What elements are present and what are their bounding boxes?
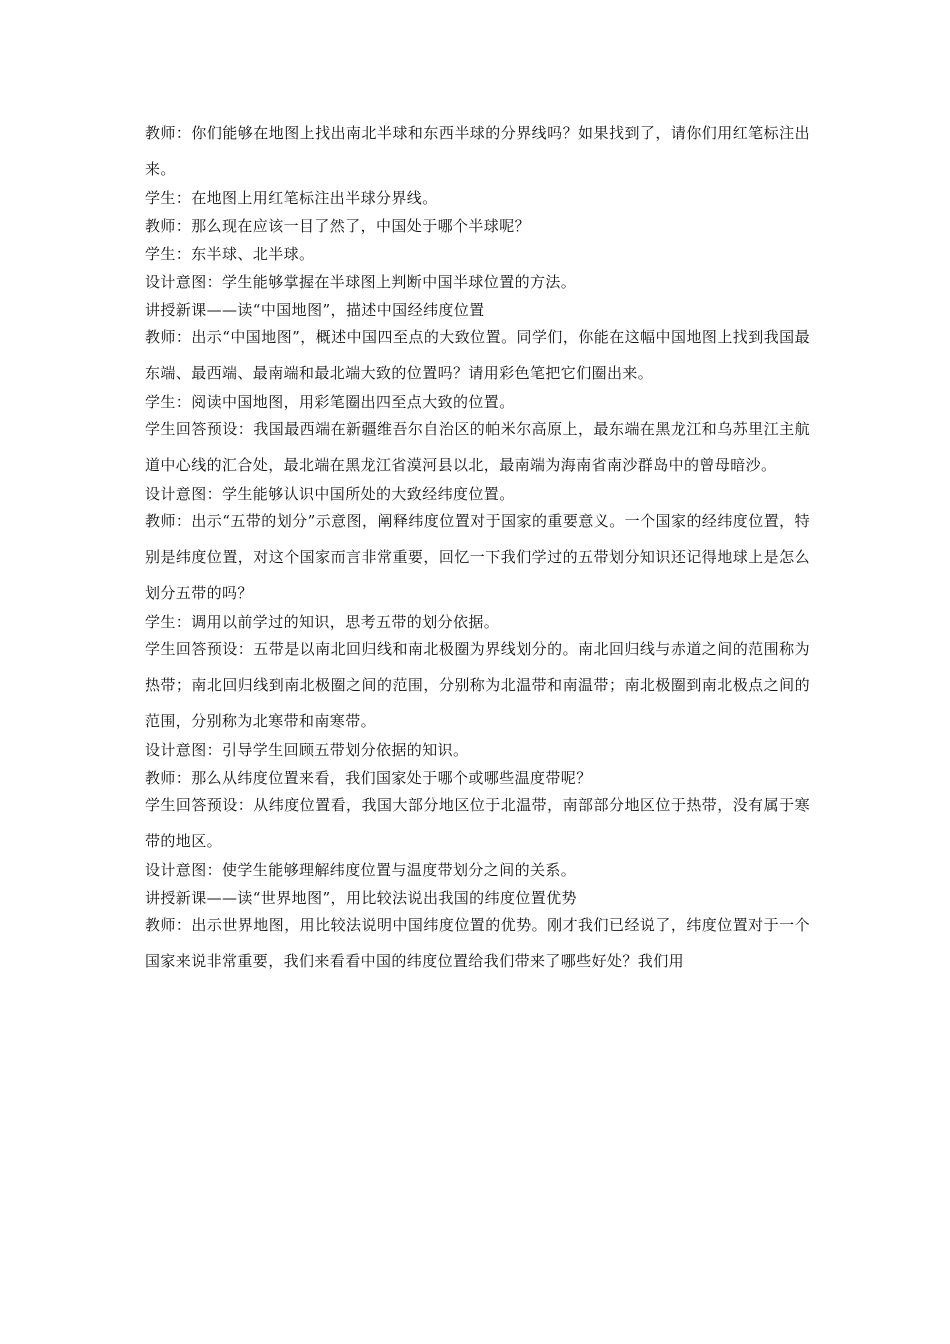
paragraph-design-intent: 设计意图：引导学生回顾五带划分依据的知识。 bbox=[145, 741, 469, 759]
paragraph-teacher-question: 教师：那么从纬度位置来看，我们国家处于哪个或哪些温度带呢？ bbox=[145, 769, 592, 787]
paragraph-design-intent: 设计意图：学生能够认识中国所处的大致经纬度位置。 bbox=[145, 485, 515, 503]
paragraph-student-answer: 学生：东半球、北半球。 bbox=[145, 245, 315, 263]
paragraph-teacher-instruction: 教师：出示“中国地图”，概述中国四至点的大致位置。同学们，你能在这幅中国地图上找到我国最东端、最西端、最南端和最北端大致的位置吗？请用彩色笔把它们圈出来。 bbox=[145, 328, 810, 382]
paragraph-design-intent: 设计意图：使学生能够理解纬度位置与温度带划分之间的关系。 bbox=[145, 861, 577, 879]
document-body bbox=[145, 120, 810, 976]
paragraph-student-action: 学生：阅读中国地图，用彩笔圈出四至点大致的位置。 bbox=[145, 393, 515, 411]
paragraph-section-heading: 讲授新课——读“世界地图”，用比较法说出我国的纬度位置优势 bbox=[145, 889, 577, 907]
paragraph-design-intent: 设计意图：学生能够掌握在半球图上判断中国半球位置的方法。 bbox=[145, 273, 577, 291]
paragraph-teacher-question: 教师：你们能够在地图上找出南北半球和东西半球的分界线吗？如果找到了，请你们用红笔标注出来。 bbox=[145, 124, 810, 178]
paragraph-expected-answer: 学生回答预设：五带是以南北回归线和南北极圈为界线划分的。南北回归线与赤道之间的范围称为热带；南北回归线到南北极圈之间的范围，分别称为北温带和南温带；南北极圈到南北极点之间的范围，分别称为北寒带和南寒带。 bbox=[145, 640, 810, 730]
paragraph-teacher-instruction: 教师：出示世界地图，用比较法说明中国纬度位置的优势。刚才我们已经说了，纬度位置对于一个国家来说非常重要，我们来看看中国的纬度位置给我们带来了哪些好处？我们用 bbox=[145, 916, 810, 970]
paragraph-teacher-question: 教师：那么现在应该一目了然了，中国处于哪个半球呢？ bbox=[145, 217, 531, 235]
paragraph-section-heading: 讲授新课——读“中国地图”，描述中国经纬度位置 bbox=[145, 301, 485, 319]
paragraph-expected-answer: 学生回答预设：我国最西端在新疆维吾尔自治区的帕米尔高原上，最东端在黑龙江和乌苏里江主航道中心线的汇合处，最北端在黑龙江省漠河县以北，最南端为海南省南沙群岛中的曾母暗沙。 bbox=[145, 420, 810, 474]
paragraph-student-action: 学生：在地图上用红笔标注出半球分界线。 bbox=[145, 189, 438, 207]
paragraph-teacher-instruction: 教师：出示“五带的划分”示意图，阐释纬度位置对于国家的重要意义。一个国家的经纬度位置，特别是纬度位置，对这个国家而言非常重要，回忆一下我们学过的五带划分知识还记得地球上是怎么划分五带的吗？ bbox=[145, 512, 810, 602]
paragraph-expected-answer: 学生回答预设：从纬度位置看，我国大部分地区位于北温带，南部部分地区位于热带，没有属于寒带的地区。 bbox=[145, 796, 810, 850]
paragraph-student-action: 学生：调用以前学过的知识，思考五带的划分依据。 bbox=[145, 613, 500, 631]
